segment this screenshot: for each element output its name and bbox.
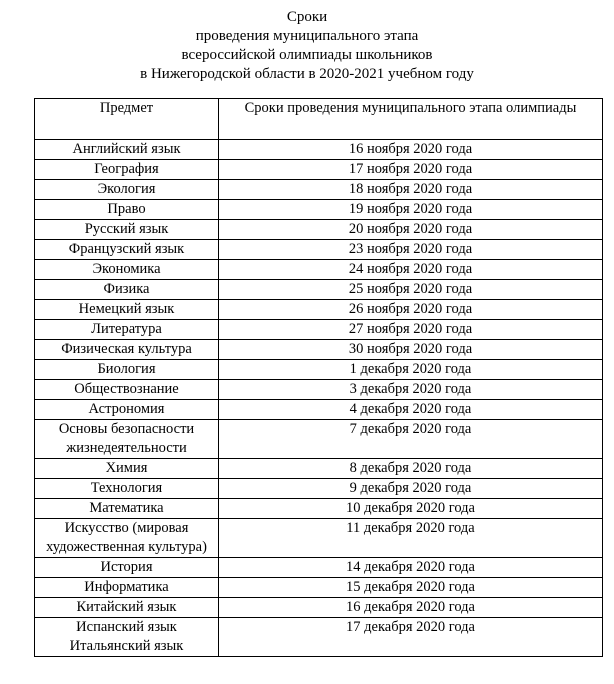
date-cell: 16 ноября 2020 года — [219, 140, 603, 160]
subject-cell: Обществознание — [35, 380, 219, 400]
document-title — [0, 8, 614, 84]
subject-cell: История — [35, 558, 219, 578]
date-cell: 9 декабря 2020 года — [219, 479, 603, 499]
date-cell: 11 декабря 2020 года — [219, 519, 603, 558]
date-cell: 27 ноября 2020 года — [219, 320, 603, 340]
table-row — [35, 140, 603, 160]
subject-cell: Химия — [35, 459, 219, 479]
subject-cell: Русский язык — [35, 220, 219, 240]
date-cell: 3 декабря 2020 года — [219, 380, 603, 400]
table-row — [35, 519, 603, 558]
table-row — [35, 160, 603, 180]
title-line-2: проведения муниципального этапа — [195, 28, 419, 44]
date-cell: 8 декабря 2020 года — [219, 459, 603, 479]
schedule-body — [35, 140, 603, 657]
subject-cell: Информатика — [35, 578, 219, 598]
table-row — [35, 558, 603, 578]
table-row — [35, 618, 603, 657]
subject-cell: Французский язык — [35, 240, 219, 260]
subject-cell: Испанский язык Итальянский язык — [35, 618, 219, 657]
table-row — [35, 578, 603, 598]
title-line-3: всероссийской олимпиады школьников — [181, 47, 433, 63]
table-row — [35, 400, 603, 420]
date-cell: 26 ноября 2020 года — [219, 300, 603, 320]
date-cell: 17 ноября 2020 года — [219, 160, 603, 180]
table-row — [35, 598, 603, 618]
date-cell: 4 декабря 2020 года — [219, 400, 603, 420]
table-row — [35, 380, 603, 400]
subject-cell: Английский язык — [35, 140, 219, 160]
subject-cell: Физика — [35, 280, 219, 300]
date-cell: 19 ноября 2020 года — [219, 200, 603, 220]
table-row — [35, 200, 603, 220]
subject-cell: Основы безопасности жизнедеятельности — [35, 420, 219, 459]
date-cell: 23 ноября 2020 года — [219, 240, 603, 260]
schedule-table — [34, 98, 603, 657]
title-line-4: в Нижегородской области в 2020-2021 учебном году — [140, 66, 474, 82]
subject-cell: Немецкий язык — [35, 300, 219, 320]
date-cell: 20 ноября 2020 года — [219, 220, 603, 240]
date-cell: 15 декабря 2020 года — [219, 578, 603, 598]
table-row — [35, 479, 603, 499]
table-row — [35, 459, 603, 479]
date-cell: 14 декабря 2020 года — [219, 558, 603, 578]
date-cell: 30 ноября 2020 года — [219, 340, 603, 360]
table-row — [35, 420, 603, 459]
date-cell: 17 декабря 2020 года — [219, 618, 603, 657]
table-row — [35, 320, 603, 340]
table-row — [35, 499, 603, 519]
table-row — [35, 180, 603, 200]
subject-cell: Экономика — [35, 260, 219, 280]
date-cell: 1 декабря 2020 года — [219, 360, 603, 380]
date-cell: 24 ноября 2020 года — [219, 260, 603, 280]
date-cell: 10 декабря 2020 года — [219, 499, 603, 519]
subject-cell: География — [35, 160, 219, 180]
date-cell: 18 ноября 2020 года — [219, 180, 603, 200]
subject-cell: Астрономия — [35, 400, 219, 420]
header-subject: Предмет — [35, 99, 219, 140]
date-cell: 25 ноября 2020 года — [219, 280, 603, 300]
subject-cell: Литература — [35, 320, 219, 340]
table-row — [35, 360, 603, 380]
subject-cell: Китайский язык — [35, 598, 219, 618]
table-row — [35, 300, 603, 320]
subject-cell: Физическая культура — [35, 340, 219, 360]
table-row — [35, 240, 603, 260]
table-row — [35, 220, 603, 240]
date-cell: 16 декабря 2020 года — [219, 598, 603, 618]
table-row — [35, 340, 603, 360]
subject-cell: Искусство (мировая художественная культура) — [35, 519, 219, 558]
subject-cell: Экология — [35, 180, 219, 200]
title-line-1: Сроки — [286, 9, 328, 25]
subject-cell: Биология — [35, 360, 219, 380]
subject-cell: Математика — [35, 499, 219, 519]
table-row — [35, 260, 603, 280]
date-cell: 7 декабря 2020 года — [219, 420, 603, 459]
subject-cell: Технология — [35, 479, 219, 499]
subject-cell: Право — [35, 200, 219, 220]
table-row — [35, 280, 603, 300]
header-dates: Сроки проведения муниципального этапа олимпиады — [219, 99, 603, 140]
table-header-row — [35, 99, 603, 140]
